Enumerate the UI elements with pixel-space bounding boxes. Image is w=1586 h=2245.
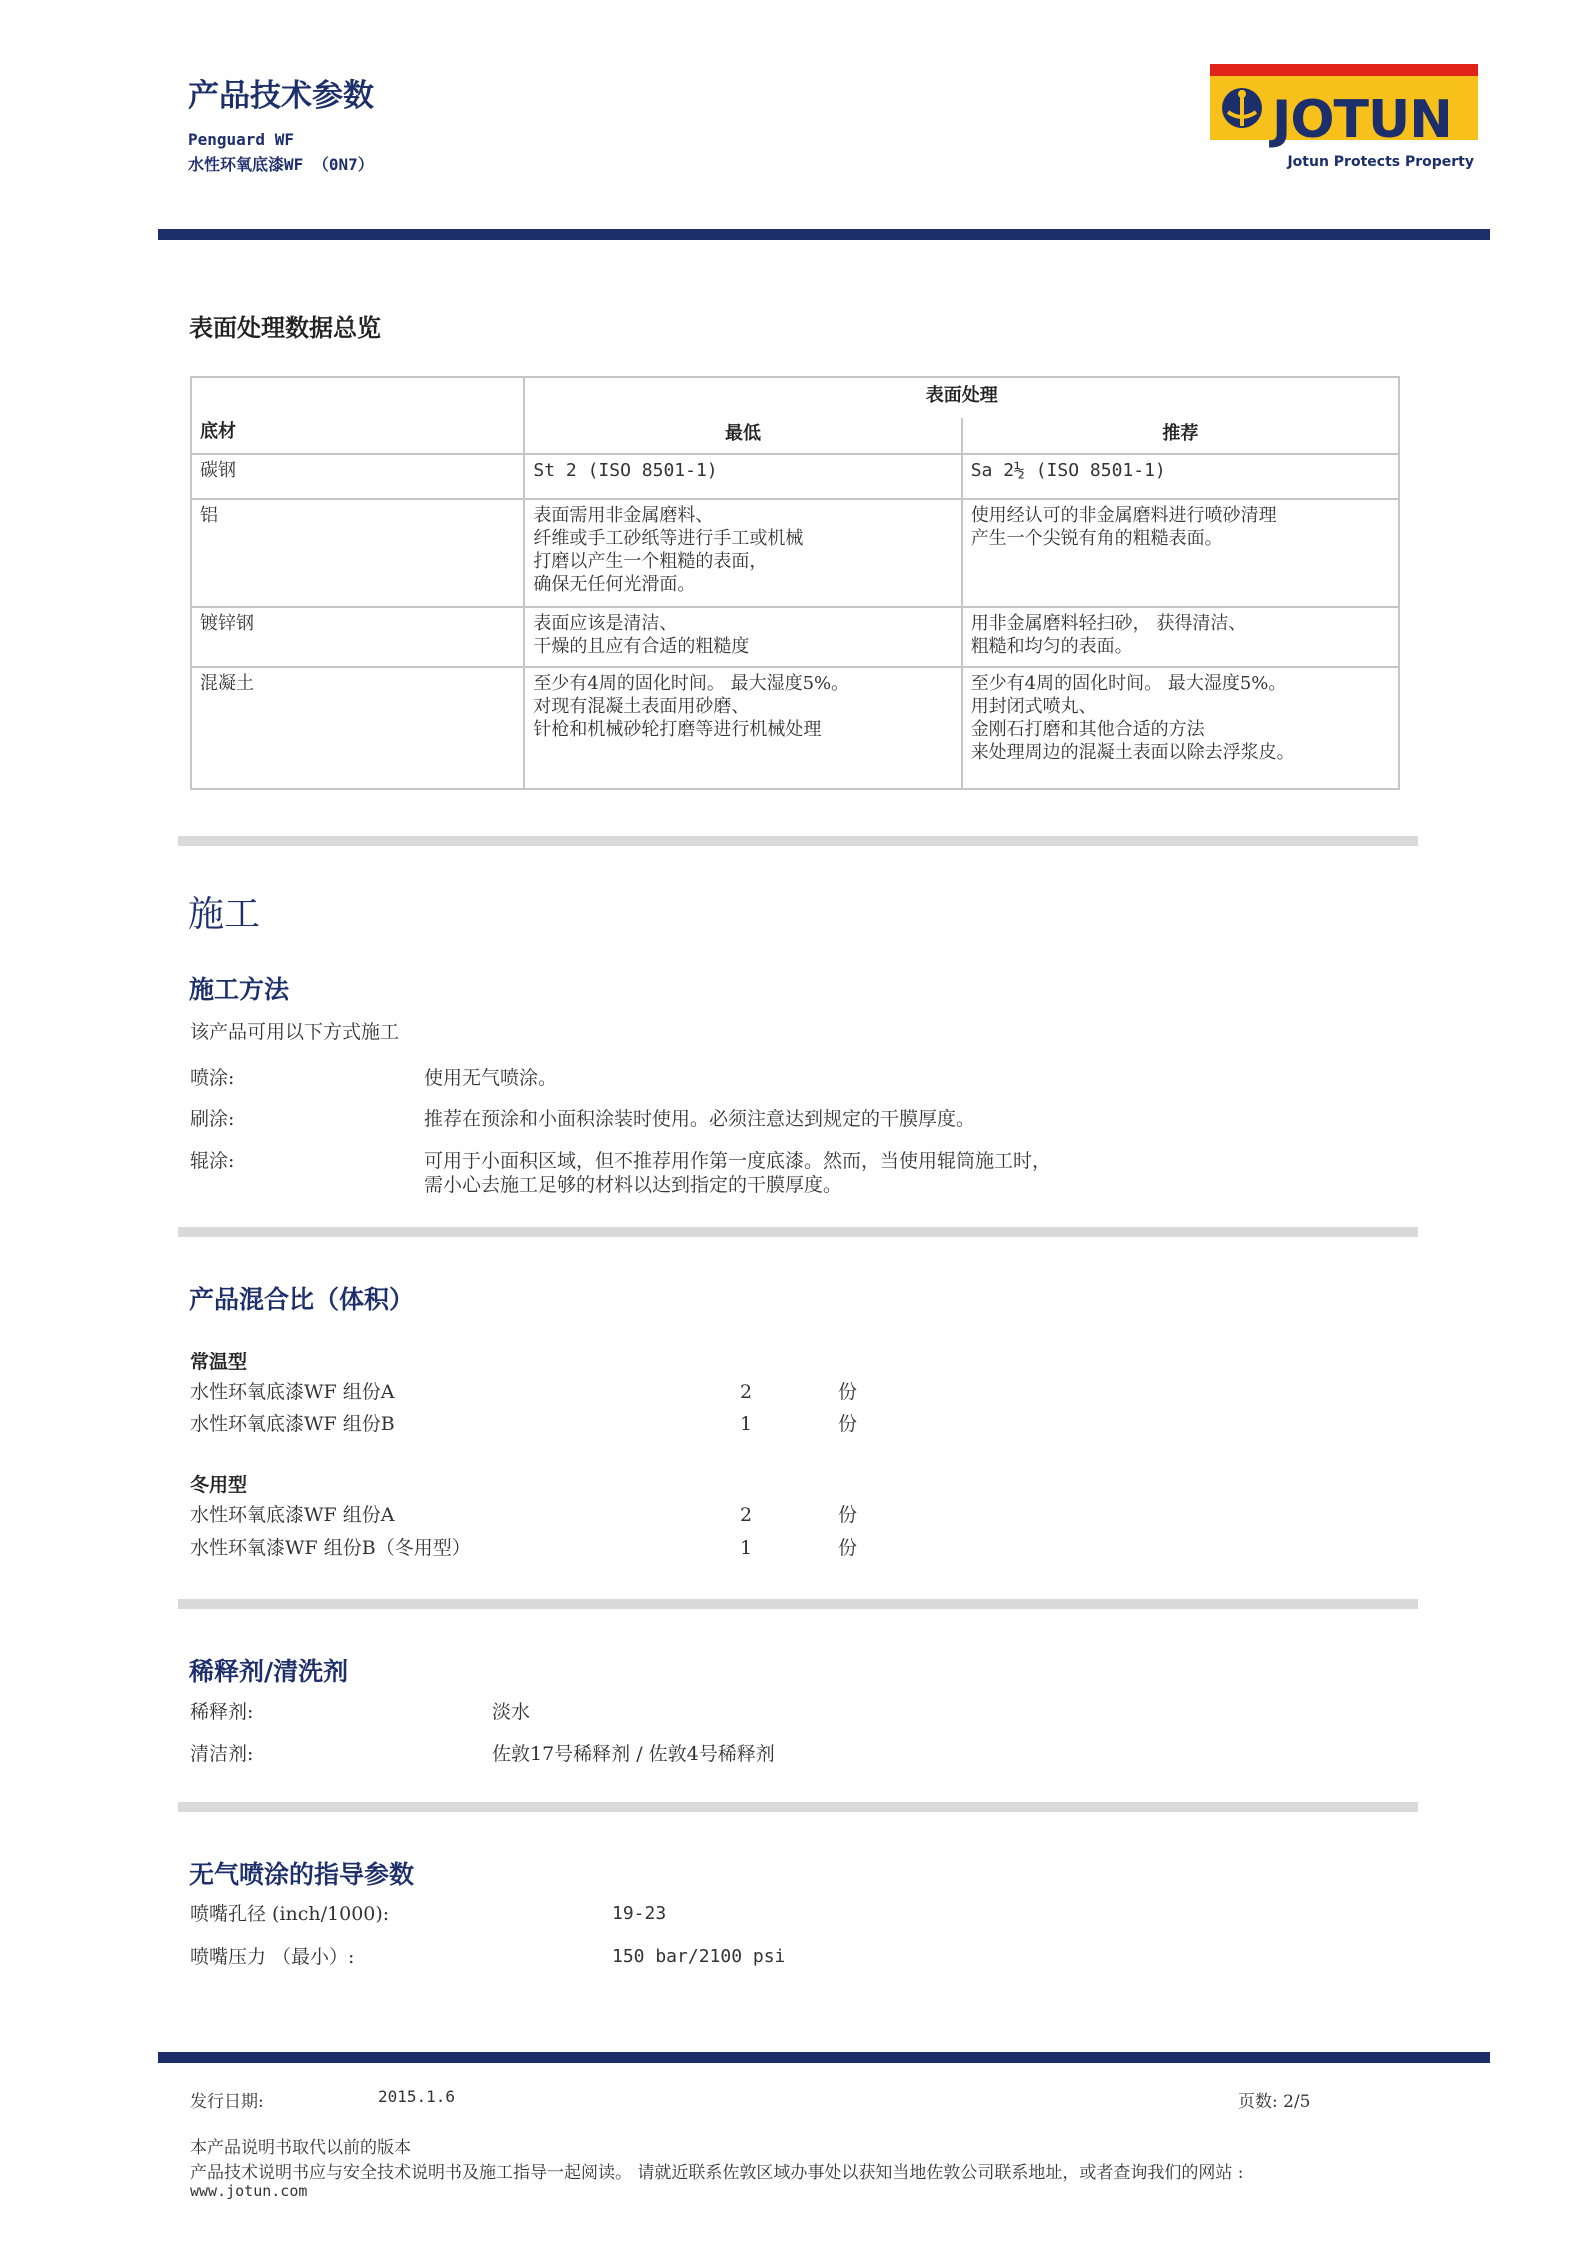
ship-emblem-icon xyxy=(1218,82,1266,134)
rec-cell: Sa 2½ (ISO 8501-1) xyxy=(962,454,1399,499)
header-divider xyxy=(158,229,1490,240)
mix-group-name: 冬用型 xyxy=(190,1474,248,1496)
section-divider xyxy=(178,836,1418,846)
logo-red-stripe xyxy=(1210,64,1478,76)
mix-component: 水性环氧底漆WF 组份A xyxy=(190,1381,395,1403)
footer-divider xyxy=(158,2052,1490,2063)
mix-unit: 份 xyxy=(838,1413,858,1435)
logo-yellow-band xyxy=(1210,76,1478,150)
application-intro: 该产品可用以下方式施工 xyxy=(190,1021,400,1043)
table-header-row xyxy=(191,377,1399,418)
product-name-cn: 水性环氧底漆WF （0N7） xyxy=(188,155,374,174)
min-cell: 至少有4周的固化时间。 最大湿度5%。 对现有混凝土表面用砂磨、 针枪和机械砂轮打磨等进行机械处理 xyxy=(524,667,961,789)
section-divider xyxy=(178,1599,1418,1609)
mix-qty: 1 xyxy=(740,1537,753,1559)
col-rec: 推荐 xyxy=(962,418,1399,454)
reading-note: 产品技术说明书应与安全技术说明书及施工指导一起阅读。 请就近联系佐敦区域办事处以获知当地佐敦公司联系地址，或者查询我们的网站 : xyxy=(190,2163,1244,2183)
table-row xyxy=(191,454,1399,499)
method-text: 推荐在预涂和小面积涂装时使用。必须注意达到规定的干膜厚度。 xyxy=(424,1108,976,1130)
application-methods-title: 施工方法 xyxy=(189,975,290,1004)
cleaner-value: 佐敦17号稀释剂 / 佐敦4号稀释剂 xyxy=(492,1743,775,1765)
section-divider xyxy=(178,1227,1418,1237)
mix-component: 水性环氧漆WF 组份B（冬用型） xyxy=(190,1537,471,1559)
min-cell: 表面需用非金属磨料、 纤维或手工砂纸等进行手工或机械 打磨以产生一个粗糙的表面， 确保无任何光滑面。 xyxy=(524,499,961,607)
mix-qty: 1 xyxy=(740,1413,753,1435)
rec-cell: 至少有4周的固化时间。 最大湿度5%。 用封闭式喷丸、 金刚石打磨和其他合适的方法 来处理周边的混凝土表面以除去浮浆皮。 xyxy=(962,667,1399,789)
thinner-title: 稀释剂/清洗剂 xyxy=(189,1657,349,1686)
method-text: 使用无气喷涂。 xyxy=(424,1067,558,1089)
cleaner-label: 清洁剂: xyxy=(190,1743,254,1765)
supersede-note: 本产品说明书取代以前的版本 xyxy=(190,2138,411,2158)
document-title: 产品技术参数 xyxy=(188,78,374,114)
substrate-cell: 混凝土 xyxy=(191,667,524,789)
mix-qty: 2 xyxy=(740,1504,753,1526)
col-substrate: 底材 xyxy=(191,377,524,454)
nozzle-size-label: 喷嘴孔径 (inch/1000): xyxy=(190,1903,390,1925)
logo-tagline: Jotun Protects Property xyxy=(1287,154,1474,170)
thinner-value: 淡水 xyxy=(492,1701,531,1723)
substrate-cell: 铝 xyxy=(191,499,524,607)
section-divider xyxy=(178,1802,1418,1812)
issue-date-label: 发行日期: xyxy=(190,2092,264,2112)
mix-unit: 份 xyxy=(838,1537,858,1559)
col-group-surface: 表面处理 xyxy=(524,377,1399,418)
mix-unit: 份 xyxy=(838,1504,858,1526)
product-name: Penguard WF xyxy=(188,130,294,149)
application-title: 施工 xyxy=(188,894,261,935)
mixing-title: 产品混合比（体积） xyxy=(189,1285,415,1314)
mix-group-name: 常温型 xyxy=(190,1351,248,1373)
mix-component: 水性环氧底漆WF 组份A xyxy=(190,1504,395,1526)
surface-prep-title: 表面处理数据总览 xyxy=(189,314,381,342)
page-number: 页数: 2/5 xyxy=(1238,2092,1311,2112)
issue-date-value: 2015.1.6 xyxy=(378,2087,456,2106)
mix-qty: 2 xyxy=(740,1381,753,1403)
nozzle-size-value: 19-23 xyxy=(612,1903,667,1924)
rec-cell: 使用经认可的非金属磨料进行喷砂清理 产生一个尖锐有角的粗糙表面。 xyxy=(962,499,1399,607)
logo-wordmark: JOTUN xyxy=(1272,90,1452,150)
method-label: 喷涂: xyxy=(190,1067,235,1089)
mix-component: 水性环氧底漆WF 组份B xyxy=(190,1413,395,1435)
method-label: 辊涂: xyxy=(190,1150,235,1172)
col-min: 最低 xyxy=(524,418,961,454)
substrate-cell: 镀锌钢 xyxy=(191,607,524,667)
method-label: 刷涂: xyxy=(190,1108,235,1130)
rec-cell: 用非金属磨料轻扫砂， 获得清洁、 粗糙和均匀的表面。 xyxy=(962,607,1399,667)
min-cell: 表面应该是清洁、 干燥的且应有合适的粗糙度 xyxy=(524,607,961,667)
method-text: 可用于小面积区域，但不推荐用作第一度底漆。然而，当使用辊筒施工时， 需小心去施工足够的材料以达到指定的干膜厚度。 xyxy=(424,1150,1052,1196)
min-cell: St 2 (ISO 8501-1) xyxy=(524,454,961,499)
mix-unit: 份 xyxy=(838,1381,858,1403)
nozzle-pressure-value: 150 bar/2100 psi xyxy=(612,1946,786,1967)
table-row xyxy=(191,607,1399,667)
website-link[interactable]: www.jotun.com xyxy=(190,2182,308,2200)
jotun-logo xyxy=(1210,64,1478,176)
thinner-label: 稀释剂: xyxy=(190,1701,254,1723)
nozzle-pressure-label: 喷嘴压力 （最小）: xyxy=(190,1946,355,1968)
airless-title: 无气喷涂的指导参数 xyxy=(189,1860,415,1889)
table-row xyxy=(191,667,1399,789)
substrate-cell: 碳钢 xyxy=(191,454,524,499)
surface-prep-table xyxy=(190,376,1400,790)
table-row xyxy=(191,499,1399,607)
